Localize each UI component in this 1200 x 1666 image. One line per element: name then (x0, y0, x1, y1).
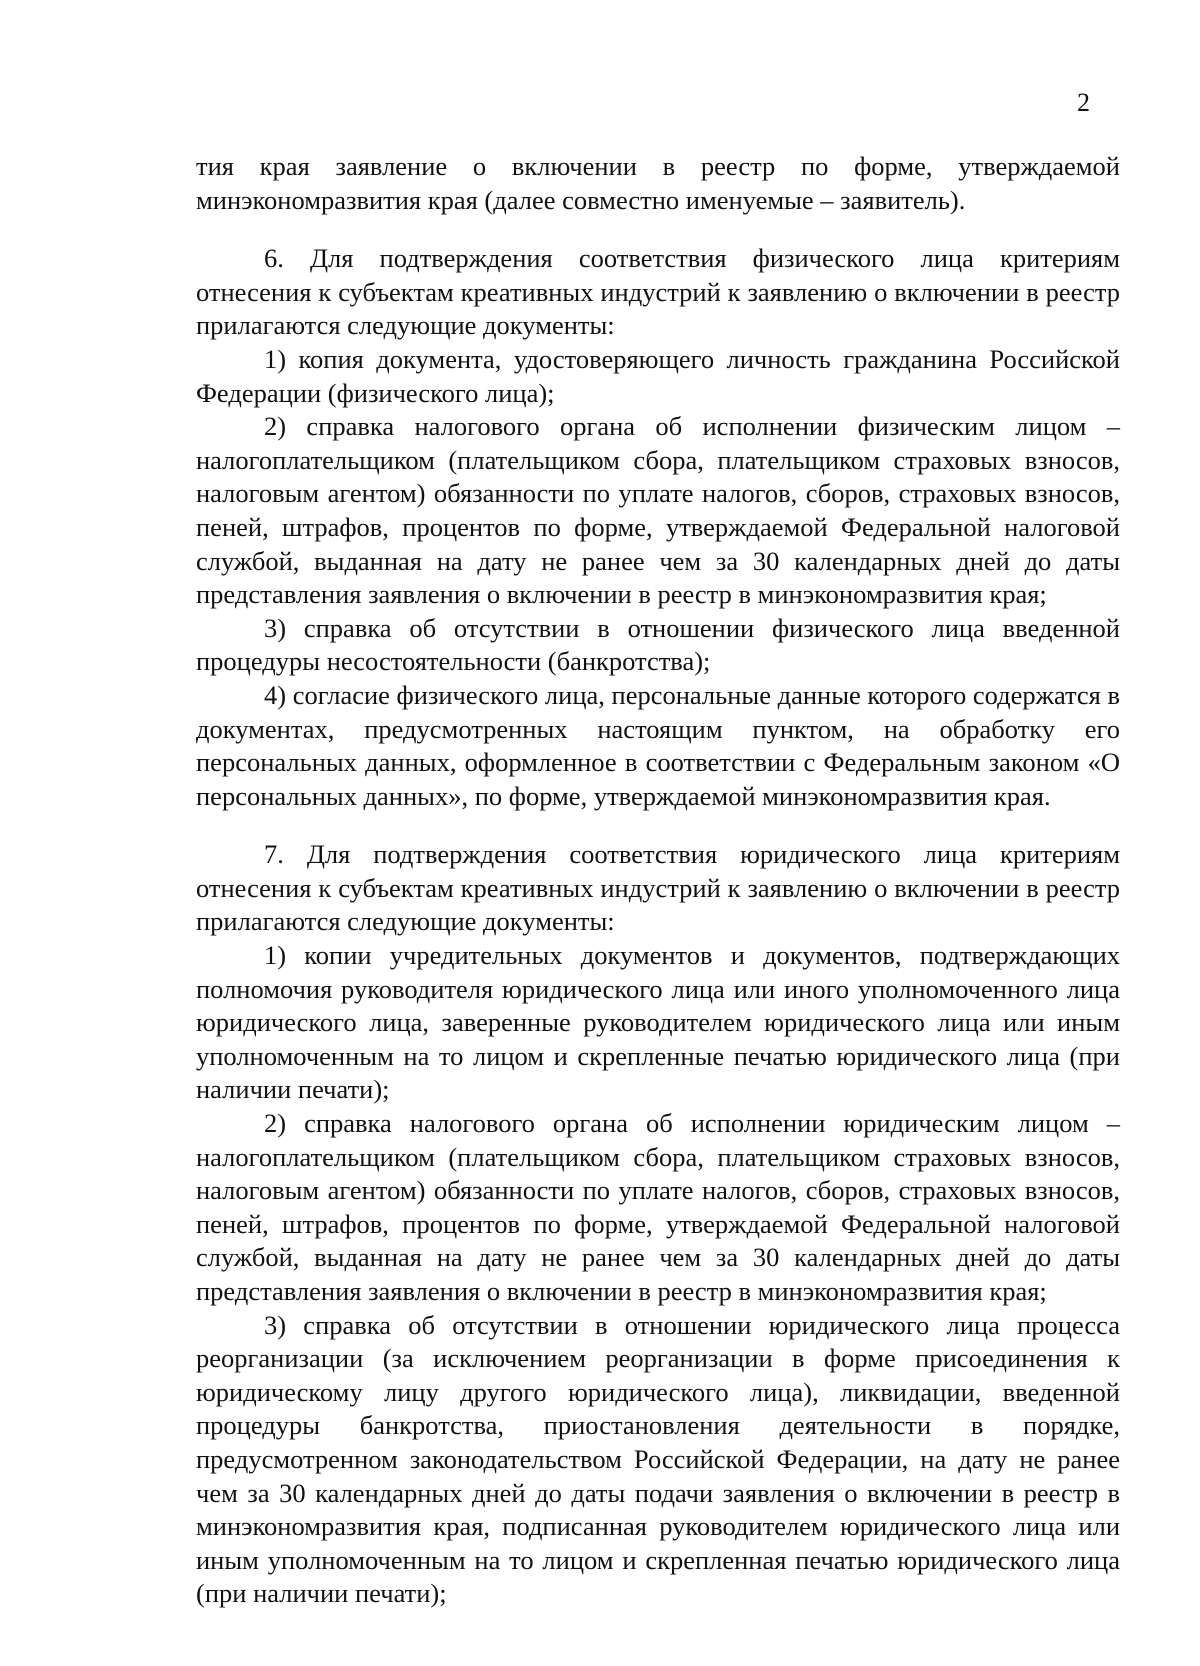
paragraph-6-item-4: 4) согласие физического лица, персональные данные которого содержатся в документах, предусмотренных настоящим пунктом, на обработку его персональных данных, оформленное в соответствии с Федеральным законом «О персональных данных», по форме, утверждаемой минэкономразвития края. (196, 679, 1121, 811)
page-number: 2 (1077, 88, 1090, 117)
paragraph-7-item-1: 1) копии учредительных документов и документов, подтверждающих полномочия руководителя юридического лица или иного уполномоченного лица юридического лица, заверенные руководителем юридического лица или иным уполномоченным на то лицом и скрепленные печатью юридического лица (при наличии печати); (196, 940, 1120, 1105)
paragraph-6-item-1: 1) копия документа, удостоверяющего личность гражданина Российской Федерации (физического лица); (196, 343, 1120, 408)
paragraph-6-intro: 6. Для подтверждения соответствия физического лица критериям отнесения к субъектам креативных индустрий к заявлению о включении в реестр прилагаются следующие документы: (196, 243, 1120, 341)
paragraph-7-intro: 7. Для подтверждения соответствия юридического лица критериям отнесения к субъектам креативных индустрий к заявлению о включении в реестр прилагаются следующие документы: (196, 839, 1120, 937)
paragraph-6-item-2: 2) справка налогового органа об исполнении физическим лицом – налогоплательщиком (плательщиком сбора, плательщиком страховых взносов, налоговым агентом) обязанности по уплате налогов, сборов, страховых взносов, пеней, штрафов, процентов по форме, утверждаемой Федеральной налоговой службой, выданная на дату не ранее чем за 30 календарных дней до даты представления заявления о включении в реестр в минэкономразвития края; (196, 411, 1120, 610)
paragraph-continuation: тия края заявление о включении в реестр по форме, утверждаемой минэкономразвития края (далее совместно именуемые – заявитель). (196, 151, 1120, 215)
paragraph-7-item-3: 3) справка об отсутствии в отношении юридического лица процесса реорганизации (за исключением реорганизации в форме присоединения к юридическому лицу другого юридического лица), ликвидации, введенной процедуры банкротства, приостановления деятельности в порядке, предусмотренном законодательством Российской Федерации, на дату не ранее чем за 30 календарных дней до даты подачи заявления о включении в реестр в минэкономразвития края, подписанная руководителем юридического лица или иным уполномоченным на то лицом и скрепленная печатью юридического лица (при наличии печати); (196, 1309, 1120, 1609)
paragraph-6-item-3: 3) справка об отсутствии в отношении физического лица введенной процедуры несостоятельности (банкротства); (196, 612, 1120, 677)
paragraph-7-item-2: 2) справка налогового органа об исполнении юридическим лицом – налогоплательщиком (плательщиком сбора, плательщиком страховых взносов, налоговым агентом) обязанности по уплате налогов, сборов, страховых взносов, пеней, штрафов, процентов по форме, утверждаемой Федеральной налоговой службой, выданная на дату не ранее чем за 30 календарных дней до даты представления заявления о включении в реестр в минэкономразвития края; (196, 1108, 1120, 1306)
document-body (196, 150, 1120, 1611)
